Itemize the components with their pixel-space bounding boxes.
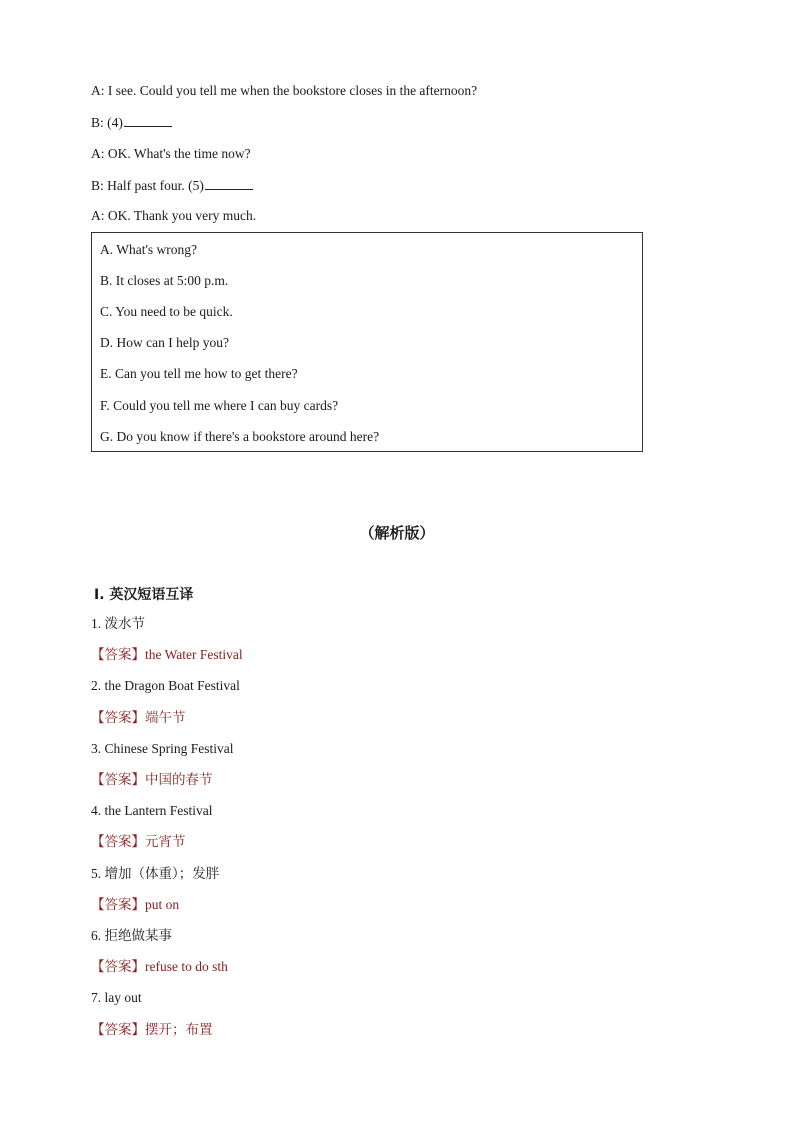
question-number: 4. — [91, 803, 105, 818]
dialogue-line-4 — [91, 176, 253, 195]
answer-tag: 【答案】 — [91, 710, 145, 726]
answer-text: refuse to do sth — [145, 959, 228, 974]
dialogue-line-1: A: I see. Could you tell me when the bookstore closes in the afternoon? — [91, 83, 478, 98]
question-item — [91, 865, 219, 883]
question-item — [91, 677, 240, 695]
question-text: the Lantern Festival — [104, 803, 213, 818]
question-number: 5. — [91, 866, 105, 881]
question-number: 2. — [91, 678, 105, 693]
question-item — [91, 989, 142, 1007]
option-f: F. Could you tell me where I can buy cards? — [100, 398, 339, 413]
option-g: G. Do you know if there's a bookstore around here? — [100, 429, 380, 444]
option-e: E. Can you tell me how to get there? — [100, 366, 298, 381]
option-a: A. What's wrong? — [100, 242, 198, 257]
answer-text: 中国的春节 — [145, 772, 213, 788]
options-box — [91, 232, 643, 452]
answer-item — [91, 1021, 213, 1039]
answer-tag: 【答案】 — [91, 834, 145, 850]
question-item — [91, 615, 145, 633]
answer-tag: 【答案】 — [91, 647, 145, 663]
answer-text: 端午节 — [145, 710, 186, 726]
option-c: C. You need to be quick. — [100, 304, 233, 319]
dialogue-line-2 — [91, 113, 172, 132]
answer-text: the Water Festival — [145, 647, 243, 662]
dialogue-line-4-text: B: Half past four. (5) — [91, 178, 204, 193]
question-number: 6. — [91, 928, 105, 943]
answer-item — [91, 771, 213, 789]
question-item — [91, 802, 212, 820]
answer-tag: 【答案】 — [91, 959, 145, 975]
answer-text: 摆开；布置 — [145, 1022, 213, 1038]
option-b: B. It closes at 5:00 p.m. — [100, 273, 229, 288]
answer-item — [91, 646, 243, 664]
answer-tag: 【答案】 — [91, 897, 145, 913]
question-text: lay out — [104, 990, 142, 1005]
answer-item — [91, 958, 228, 976]
option-d: D. How can I help you? — [100, 335, 229, 350]
dialogue-line-2-text: B: (4) — [91, 115, 123, 130]
answer-key-heading: （解析版） — [359, 524, 435, 542]
answer-text: 元宵节 — [145, 834, 186, 850]
answer-tag: 【答案】 — [91, 772, 145, 788]
dialogue-line-5: A: OK. Thank you very much. — [91, 208, 257, 223]
answer-item — [91, 833, 186, 851]
question-text: 泼水节 — [104, 616, 145, 632]
question-text: 增加（体重）；发胖 — [104, 866, 220, 882]
question-text: Chinese Spring Festival — [104, 741, 234, 756]
question-number: 1. — [91, 616, 105, 631]
question-text: the Dragon Boat Festival — [104, 678, 240, 693]
question-number: 7. — [91, 990, 105, 1005]
answer-tag: 【答案】 — [91, 1022, 145, 1038]
answer-item — [91, 709, 186, 727]
question-text: 拒绝做某事 — [104, 928, 172, 944]
question-item — [91, 927, 172, 945]
answer-text: put on — [145, 897, 180, 912]
answer-item — [91, 896, 179, 914]
answer-blank-4[interactable] — [124, 113, 172, 127]
answer-blank-5[interactable] — [205, 176, 253, 190]
question-item — [91, 740, 234, 758]
question-number: 3. — [91, 741, 105, 756]
section-title: Ⅰ. 英汉短语互译 — [94, 587, 194, 603]
dialogue-line-3: A: OK. What's the time now? — [91, 146, 251, 161]
